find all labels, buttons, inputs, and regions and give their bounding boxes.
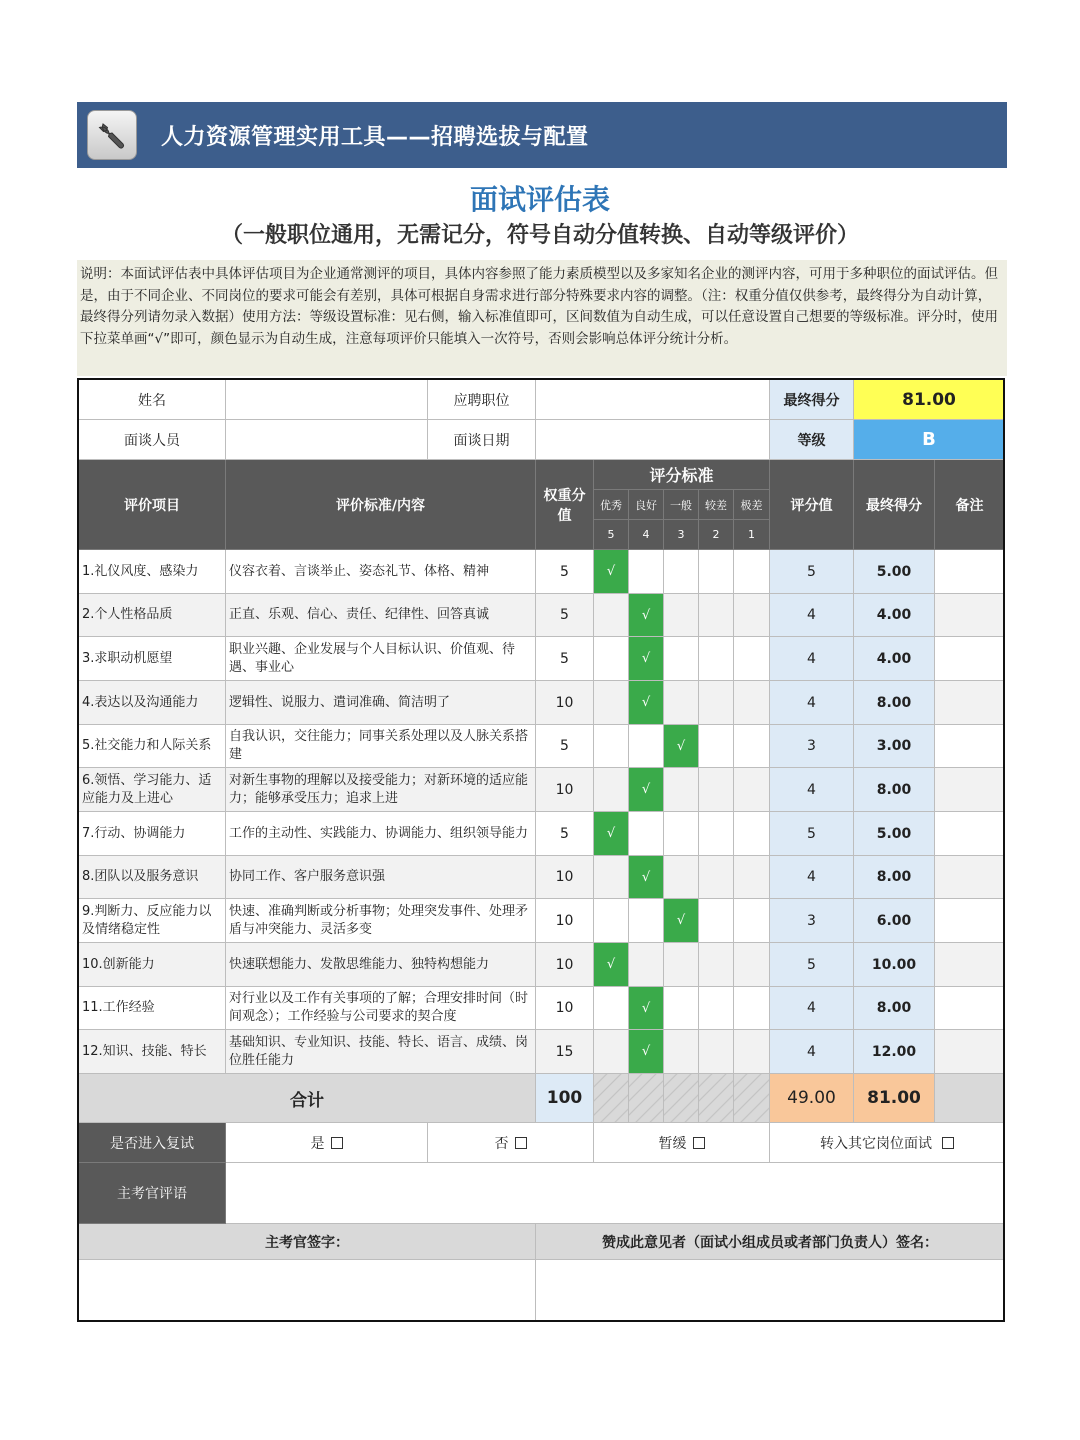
rating-cell[interactable]: [594, 987, 629, 1030]
rating-cell[interactable]: √: [629, 856, 664, 899]
rating-cell[interactable]: [699, 943, 734, 987]
row-weight: 10: [536, 681, 594, 725]
rating-cell[interactable]: [699, 550, 734, 594]
rating-cell[interactable]: [734, 768, 770, 812]
total-hatch-2: [629, 1074, 664, 1123]
rating-cell[interactable]: [734, 550, 770, 594]
final-score-label: 最终得分: [770, 380, 854, 420]
row-standard: 基础知识、专业知识、技能、特长、语言、成绩、岗位胜任能力: [226, 1030, 536, 1074]
header-weight: 权重分值: [536, 460, 594, 550]
rating-cell[interactable]: [664, 681, 699, 725]
rating-cell[interactable]: [629, 812, 664, 856]
checkbox-icon[interactable]: [331, 1137, 343, 1149]
total-weight: 100: [536, 1074, 594, 1123]
rating-cell[interactable]: [664, 987, 699, 1030]
row-weight: 5: [536, 550, 594, 594]
rating-cell[interactable]: [734, 943, 770, 987]
row-standard: 自我认识，交往能力；同事关系处理以及人脉关系搭建: [226, 725, 536, 768]
row-score: 4: [770, 594, 854, 637]
row-remark[interactable]: [935, 725, 1005, 768]
name-label: 姓名: [79, 380, 226, 420]
position-field[interactable]: [536, 380, 770, 420]
row-score: 4: [770, 856, 854, 899]
document-title: 面试评估表: [469, 183, 610, 216]
row-item: 4.表达以及沟通能力: [79, 681, 226, 725]
rating-cell[interactable]: [734, 987, 770, 1030]
rating-cell[interactable]: [664, 812, 699, 856]
row-standard: 正直、乐观、信心、责任、纪律性、回答真诚: [226, 594, 536, 637]
decision-yes-label: 是: [310, 1135, 325, 1152]
level-header-1: 优秀: [594, 490, 629, 520]
row-item: 10.创新能力: [79, 943, 226, 987]
rating-cell[interactable]: [594, 681, 629, 725]
rating-cell[interactable]: [629, 550, 664, 594]
header-final: 最终得分: [854, 460, 935, 550]
row-weight: 10: [536, 987, 594, 1030]
row-item: 8.团队以及服务意识: [79, 856, 226, 899]
row-final: 3.00: [854, 725, 935, 768]
checkbox-icon[interactable]: [693, 1137, 705, 1149]
total-hatch-3: [664, 1074, 699, 1123]
row-score: 4: [770, 637, 854, 681]
row-score: 5: [770, 550, 854, 594]
decision-pending-label: 暂缓: [658, 1135, 687, 1152]
grade-value: B: [854, 420, 1005, 460]
header-criteria: 评分标准: [594, 460, 770, 490]
rating-cell[interactable]: [734, 1030, 770, 1074]
rating-cell[interactable]: [594, 725, 629, 768]
evaluation-form: [77, 378, 1005, 1322]
total-hatch-4: [699, 1074, 734, 1123]
level-score-2: 4: [629, 520, 664, 550]
rating-cell[interactable]: [699, 812, 734, 856]
row-weight: 10: [536, 856, 594, 899]
row-weight: 15: [536, 1030, 594, 1074]
row-standard: 工作的主动性、实践能力、协调能力、组织领导能力: [226, 812, 536, 856]
row-score: 4: [770, 681, 854, 725]
level-score-1: 5: [594, 520, 629, 550]
rating-cell[interactable]: [734, 812, 770, 856]
rating-cell[interactable]: [699, 1030, 734, 1074]
header-banner: [77, 102, 1007, 168]
row-item: 6.领悟、学习能力、适应能力及上进心: [79, 768, 226, 812]
examiner-signature-field[interactable]: [79, 1260, 536, 1322]
rating-cell[interactable]: [699, 637, 734, 681]
decision-transfer[interactable]: [770, 1123, 1005, 1163]
checkbox-icon[interactable]: [942, 1137, 954, 1149]
rating-cell[interactable]: [699, 681, 734, 725]
comment-label: 主考官评语: [79, 1163, 226, 1224]
level-header-2: 良好: [629, 490, 664, 520]
row-item: 12.知识、技能、特长: [79, 1030, 226, 1074]
rating-cell[interactable]: [664, 594, 699, 637]
header-title: 人力资源管理实用工具——招聘选拔与配置: [161, 124, 589, 150]
final-score-value: 81.00: [854, 380, 1005, 420]
grade-label: 等级: [770, 420, 854, 460]
rating-cell[interactable]: [664, 856, 699, 899]
level-score-4: 2: [699, 520, 734, 550]
row-standard: 快速、准确判断或分析事物；处理突发事件、处理矛盾与冲突能力、灵活多变: [226, 899, 536, 943]
rating-cell[interactable]: [699, 856, 734, 899]
rating-cell[interactable]: [734, 681, 770, 725]
decision-no[interactable]: [428, 1123, 594, 1163]
row-remark[interactable]: [935, 856, 1005, 899]
decision-no-label: 否: [494, 1135, 509, 1152]
position-label: 应聘职位: [428, 380, 536, 420]
row-remark[interactable]: [935, 812, 1005, 856]
rating-cell[interactable]: [734, 899, 770, 943]
approver-signature-label: 赞成此意见者（面试小组成员或者部门负责人）签名：: [536, 1224, 1005, 1260]
rating-cell[interactable]: √: [594, 812, 629, 856]
rating-cell[interactable]: [699, 768, 734, 812]
row-standard: 对行业以及工作有关事项的了解；合理安排时间（时间观念）；工作经验与公司要求的契合度: [226, 987, 536, 1030]
rating-cell[interactable]: [629, 943, 664, 987]
row-standard: 协同工作、客户服务意识强: [226, 856, 536, 899]
rating-cell[interactable]: [594, 856, 629, 899]
row-score: 5: [770, 812, 854, 856]
level-score-3: 3: [664, 520, 699, 550]
row-standard: 仪容衣着、言谈举止、姿态礼节、体格、精神: [226, 550, 536, 594]
row-remark[interactable]: [935, 1030, 1005, 1074]
row-remark[interactable]: [935, 550, 1005, 594]
wrench-icon: [87, 110, 137, 160]
rating-cell[interactable]: [734, 637, 770, 681]
approver-signature-field[interactable]: [536, 1260, 1005, 1322]
row-final: 8.00: [854, 987, 935, 1030]
row-final: 5.00: [854, 812, 935, 856]
row-weight: 10: [536, 768, 594, 812]
rating-cell[interactable]: [594, 1030, 629, 1074]
row-remark[interactable]: [935, 943, 1005, 987]
header-remark: 备注: [935, 460, 1005, 550]
row-item: 1.礼仪风度、感染力: [79, 550, 226, 594]
header-item: 评价项目: [79, 460, 226, 550]
row-item: 5.社交能力和人际关系: [79, 725, 226, 768]
row-final: 10.00: [854, 943, 935, 987]
rating-cell[interactable]: [629, 899, 664, 943]
rating-cell[interactable]: √: [664, 899, 699, 943]
rating-cell[interactable]: [594, 768, 629, 812]
examiner-signature-label: 主考官签字：: [79, 1224, 536, 1260]
row-score: 3: [770, 899, 854, 943]
level-header-3: 一般: [664, 490, 699, 520]
row-weight: 5: [536, 594, 594, 637]
decision-transfer-label: 转入其它岗位面试: [820, 1135, 932, 1152]
row-final: 4.00: [854, 637, 935, 681]
decision-label: 是否进入复试: [79, 1123, 226, 1163]
rating-cell[interactable]: √: [664, 725, 699, 768]
row-standard: 职业兴趣、企业发展与个人目标认识、价值观、待遇、事业心: [226, 637, 536, 681]
row-item: 11.工作经验: [79, 987, 226, 1030]
total-hatch-5: [734, 1074, 770, 1123]
row-item: 3.求职动机愿望: [79, 637, 226, 681]
rating-cell[interactable]: √: [629, 681, 664, 725]
row-remark[interactable]: [935, 768, 1005, 812]
rating-cell[interactable]: √: [629, 987, 664, 1030]
row-final: 8.00: [854, 856, 935, 899]
rating-cell[interactable]: √: [629, 594, 664, 637]
instruction-note: 说明：本面试评估表中具体评估项目为企业通常测评的项目，具体内容参照了能力素质模型以及多家知名企业的测评内容，可用于多种职位的面试评估。但是，由于不同企业、不同岗位的要求可能会有差别，具体可根据自身需求进行部分特殊要求内容的调整。（注：权重分值仅供参考，最终得分为自动计算，最终得分列请勿录入数据）使用方法：等级设置标准：见右侧，输入标准值即可，区间数值为自动生成，可以任意设置自己想要的等级标准。评分时，使用下拉菜单画“√”即可，颜色显示为自动生成，注意每项评价只能填入一次符号，否则会影响总体评分统计分析。: [77, 260, 1007, 376]
row-standard: 快速联想能力、发散思维能力、独特构想能力: [226, 943, 536, 987]
interviewer-label: 面谈人员: [79, 420, 226, 460]
rating-cell[interactable]: [594, 637, 629, 681]
rating-cell[interactable]: [699, 987, 734, 1030]
row-final: 8.00: [854, 768, 935, 812]
row-weight: 5: [536, 725, 594, 768]
row-item: 2.个人性格品质: [79, 594, 226, 637]
row-item: 9.判断力、反应能力以及情绪稳定性: [79, 899, 226, 943]
decision-pending[interactable]: [594, 1123, 770, 1163]
row-remark[interactable]: [935, 637, 1005, 681]
document-subtitle: （一般职位通用，无需记分，符号自动分值转换、自动等级评价）: [220, 223, 859, 248]
interviewer-field[interactable]: [226, 420, 428, 460]
row-weight: 10: [536, 943, 594, 987]
row-score: 4: [770, 1030, 854, 1074]
rating-cell[interactable]: √: [629, 637, 664, 681]
total-hatch-1: [594, 1074, 629, 1123]
row-score: 4: [770, 987, 854, 1030]
level-header-4: 较差: [699, 490, 734, 520]
rating-cell[interactable]: √: [594, 550, 629, 594]
row-score: 5: [770, 943, 854, 987]
comment-field[interactable]: [226, 1163, 1005, 1224]
total-label: 合计: [79, 1074, 536, 1123]
row-score: 4: [770, 768, 854, 812]
header-standard: 评价标准/内容: [226, 460, 536, 550]
row-final: 8.00: [854, 681, 935, 725]
level-header-5: 极差: [734, 490, 770, 520]
rating-cell[interactable]: [594, 594, 629, 637]
rating-cell[interactable]: [734, 856, 770, 899]
level-score-5: 1: [734, 520, 770, 550]
row-weight: 5: [536, 812, 594, 856]
date-label: 面谈日期: [428, 420, 536, 460]
name-field[interactable]: [226, 380, 428, 420]
rating-cell[interactable]: [734, 725, 770, 768]
row-item: 7.行动、协调能力: [79, 812, 226, 856]
header-score: 评分值: [770, 460, 854, 550]
rating-cell[interactable]: √: [629, 768, 664, 812]
row-remark[interactable]: [935, 681, 1005, 725]
row-final: 5.00: [854, 550, 935, 594]
rating-cell[interactable]: [664, 550, 699, 594]
row-remark[interactable]: [935, 899, 1005, 943]
row-remark[interactable]: [935, 594, 1005, 637]
row-weight: 10: [536, 899, 594, 943]
row-final: 6.00: [854, 899, 935, 943]
row-standard: 对新生事物的理解以及接受能力；对新环境的适应能力；能够承受压力；追求上进: [226, 768, 536, 812]
checkbox-icon[interactable]: [515, 1137, 527, 1149]
rating-cell[interactable]: √: [594, 943, 629, 987]
total-remark: [935, 1074, 1005, 1123]
rating-cell[interactable]: √: [629, 1030, 664, 1074]
rating-cell[interactable]: [664, 943, 699, 987]
rating-cell[interactable]: [699, 725, 734, 768]
row-score: 3: [770, 725, 854, 768]
rating-cell[interactable]: [594, 899, 629, 943]
total-score: 49.00: [770, 1074, 854, 1123]
rating-cell[interactable]: [734, 594, 770, 637]
row-final: 4.00: [854, 594, 935, 637]
row-weight: 5: [536, 637, 594, 681]
row-remark[interactable]: [935, 987, 1005, 1030]
row-standard: 逻辑性、说服力、遣词准确、简洁明了: [226, 681, 536, 725]
date-field[interactable]: [536, 420, 770, 460]
rating-cell[interactable]: [664, 768, 699, 812]
decision-yes[interactable]: [226, 1123, 428, 1163]
row-final: 12.00: [854, 1030, 935, 1074]
rating-cell[interactable]: [699, 899, 734, 943]
rating-cell[interactable]: [664, 637, 699, 681]
total-final: 81.00: [854, 1074, 935, 1123]
rating-cell[interactable]: [629, 725, 664, 768]
rating-cell[interactable]: [699, 594, 734, 637]
rating-cell[interactable]: [664, 1030, 699, 1074]
